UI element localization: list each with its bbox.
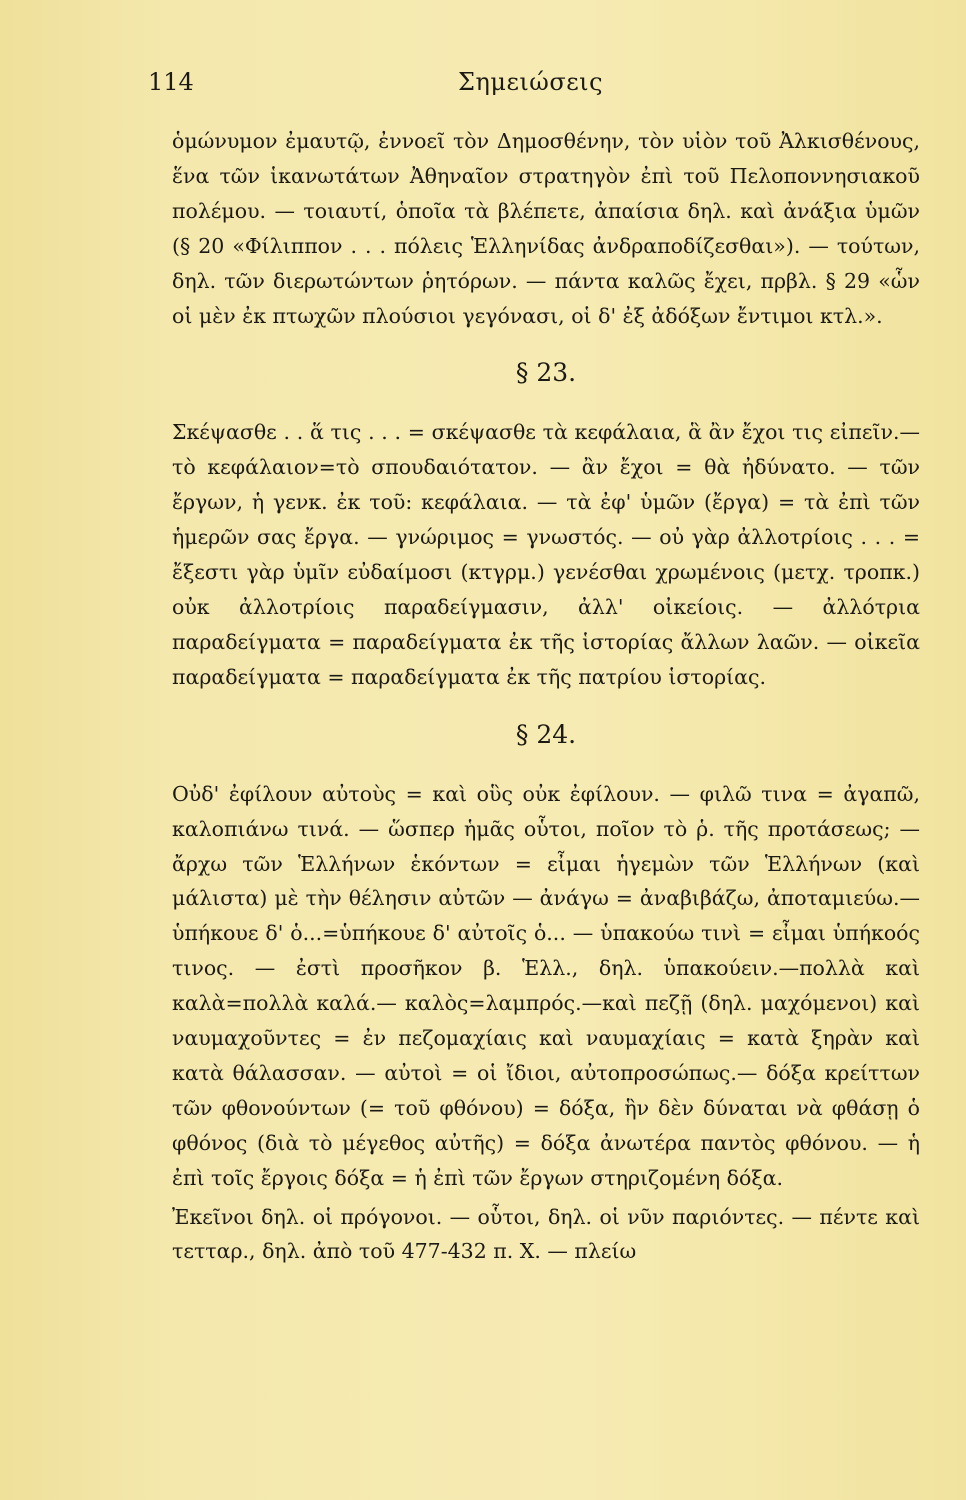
note-paragraph: Οὐδ' ἐφίλουν αὐτοὺς = καὶ οὓς οὐκ ἐφίλουν. — φιλῶ τινα = ἀγαπῶ, καλοπιάνω τινά. — ὥσπερ ἡμᾶς οὗτοι, ποῖον τὸ ῥ. τῆς προτάσεως; — ἄρχω τῶν Ἑλλήνων ἑκόντων = εἶμαι ἡγεμὼν τῶν Ἑλλήνων (καὶ μάλιστα) μὲ τὴν θέλησιν αὐτῶν — ἀνάγω = ἀναβιβάζω, ἀποταμιεύω.—ὑπήκουε δ' ὁ...=ὑπήκουε δ' αὐτοῖς ὁ... — ὑπακούω τινὶ = εἶμαι ὑπήκοός τινος. — ἐστὶ προσῆκον β. Ἑλλ., δηλ. ὑπακούειν.—πολλὰ καὶ καλὰ=πολλὰ καλά.— καλὸς=λαμπρός.—καὶ πεζῇ (δηλ. μαχόμενοι) καὶ ναυμαχοῦντες = ἐν πεζομαχίαις καὶ ναυμαχίαις = κατὰ ξηρὰν καὶ κατὰ θάλασσαν. — αὐτοὶ = οἱ ἴδιοι, αὐτοπροσώπως.— δόξα κρείττων τῶν φθονούντων (= τοῦ φθόνου) = δόξα, ἣν δὲν δύναται νὰ φθάσῃ ὁ φθόνος (διὰ τὸ μέγεθος αὐτῆς) = δόξα ἀνωτέρα παντὸς φθόνου. — ἡ ἐπὶ τοῖς ἔργοις δόξα = ἡ ἐπὶ τῶν ἔργων στηριζομένη δόξα. bbox=[172, 781, 920, 1190]
note-paragraph: ὁμώνυμον ἐμαυτῷ, ἐννοεῖ τὸν Δημοσθένην, τὸν υἱὸν τοῦ Ἀλκισθένους, ἕνα τῶν ἱκανωτάτων Ἀθηναῖον στρατηγὸν ἐπὶ τοῦ Πελοποννησιακοῦ πολέμου. — τοιαυτί, ὁποῖα τὰ βλέπετε, ἀπαίσια δηλ. καὶ ἀνάξια ὑμῶν (§ 20 «Φίλιππον . . . πόλεις Ἑλληνίδας ἀνδραποδίζεσθαι»). — τούτων, δηλ. τῶν διερωτώντων ῥητόρων. — πάντα καλῶς ἔχει, πρβλ. § 29 «ὧν οἱ μὲν ἐκ πτωχῶν πλούσιοι γεγόνασι, οἱ δ' ἐξ ἀδόξων ἔντιμοι κτλ.». bbox=[172, 129, 920, 328]
section-heading-23: § 23. bbox=[515, 358, 577, 388]
note-paragraph: Σκέψασθε . . ἅ τις . . . = σκέψασθε τὰ κεφάλαια, ἃ ἂν ἔχοι τις εἰπεῖν.—τὸ κεφάλαιον=τὸ σπουδαιότατον. — ἂν ἔχοι = θὰ ἠδύνατο. — τῶν ἔργων, ἡ γενκ. ἐκ τοῦ: κεφάλαια. — τὰ ἐφ' ὑμῶν (ἔργα) = τὰ ἐπὶ τῶν ἡμερῶν σας ἔργα. — γνώριμος = γνωστός. — οὐ γὰρ ἀλλοτρίοις . . . = ἔξεστι γὰρ ὑμῖν εὐδαίμοσι (κτγρμ.) γενέσθαι χρωμένοις (μετχ. τροπκ.) οὐκ ἀλλοτρίοις παραδείγμασιν, ἀλλ' οἰκείοις. — ἀλλότρια παραδείγματα = παραδείγματα ἐκ τῆς ἱστορίας ἄλλων λαῶν. — οἰκεῖα παραδείγματα = παραδείγματα ἐκ τῆς πατρίου ἱστορίας. bbox=[172, 420, 920, 689]
running-title: Σημειώσεις bbox=[458, 68, 604, 96]
page-header bbox=[148, 68, 918, 104]
page-number: 114 bbox=[148, 68, 194, 96]
section-heading-24: § 24. bbox=[515, 719, 577, 749]
notes-body bbox=[172, 124, 920, 1269]
note-paragraph: Ἐκεῖνοι δηλ. οἱ πρόγονοι. — οὗτοι, δηλ. οἱ νῦν παριόντες. — πέντε καὶ τετταρ., δηλ. ἀπὸ τοῦ 477-432 π. Χ. — πλείω bbox=[172, 1204, 920, 1264]
